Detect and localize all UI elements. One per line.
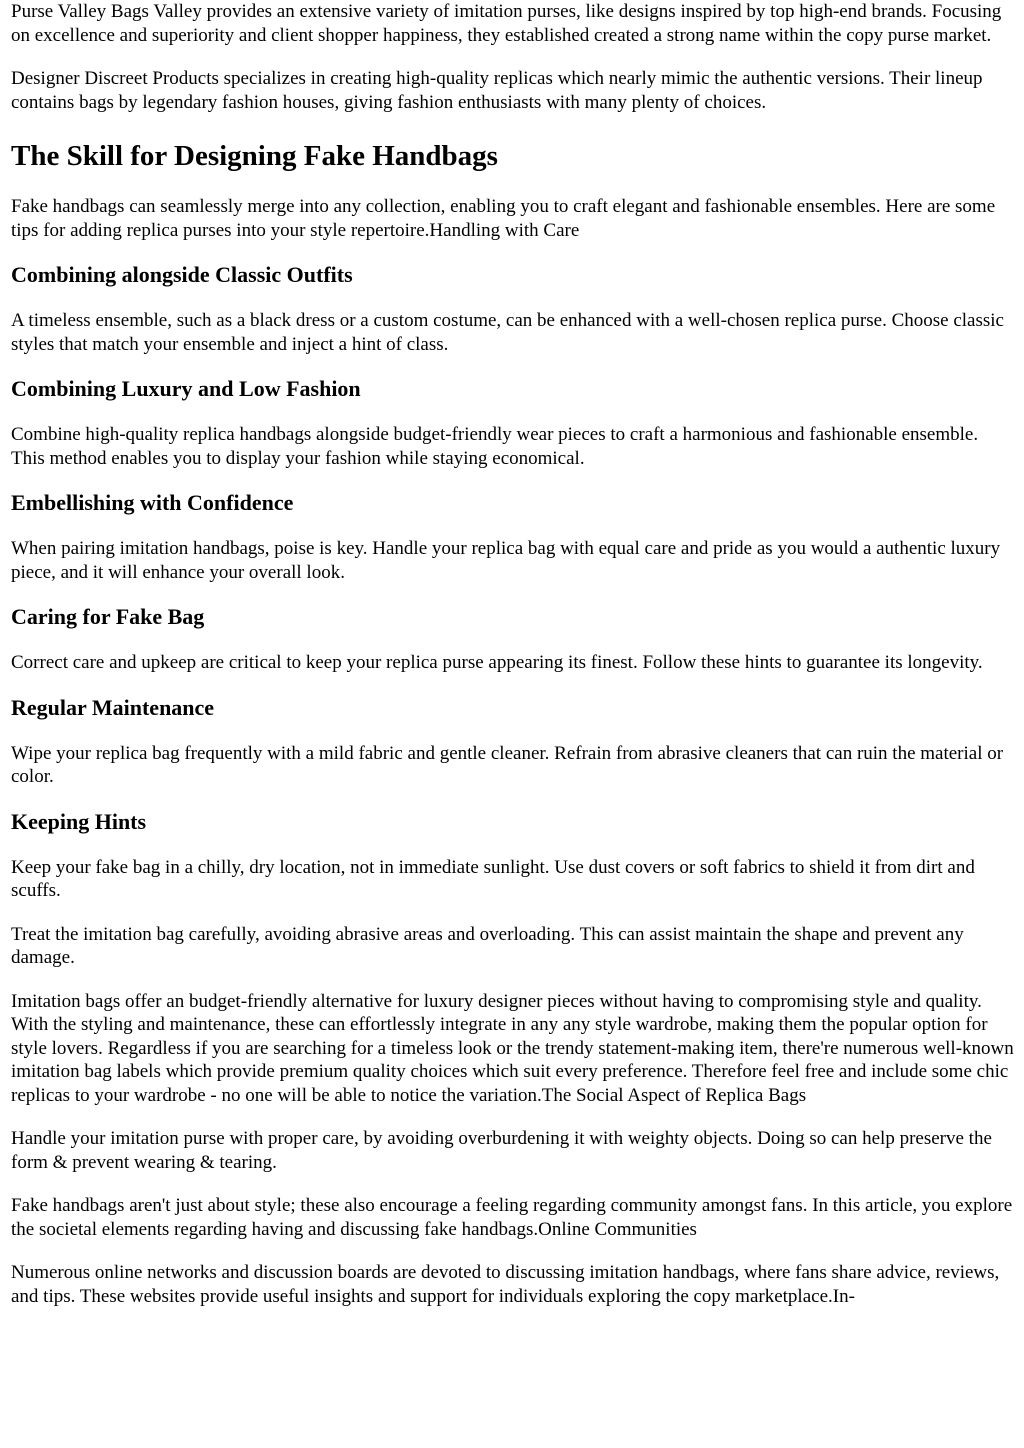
section-paragraph: Combine high-quality replica handbags alongside budget-friendly wear pieces to craft a harmonious and fashionable ensemble. This method enables you to display your fashion while staying economical. — [11, 424, 979, 469]
article-title: The Skill for Designing Fake Handbags — [11, 140, 498, 172]
section-paragraph: Keep your fake bag in a chilly, dry location, not in immediate sunlight. Use dust covers or soft fabrics to shield it from dirt and scuffs. — [11, 856, 975, 901]
section-paragraph: Handle your imitation purse with proper care, by avoiding overburdening it with weighty objects. Doing so can help preserve the form & prevent wearing & tearing. — [11, 1128, 992, 1173]
section-paragraph: Treat the imitation bag carefully, avoiding abrasive areas and overloading. This can assist maintain the shape and prevent any damage. — [11, 923, 964, 968]
section-heading-luxury-low-fashion: Combining Luxury and Low Fashion — [11, 376, 361, 401]
section-heading-confidence: Embellishing with Confidence — [11, 490, 294, 515]
section-heading-classic-outfits: Combining alongside Classic Outfits — [11, 262, 353, 287]
section-paragraph: A timeless ensemble, such as a black dress or a custom costume, can be enhanced with a well-chosen replica purse. Choose classic styles that match your ensemble and inject a hint of class. — [11, 310, 1004, 355]
intro-paragraph-1: Purse Valley Bags Valley provides an extensive variety of imitation purses, like designs inspired by top high-end brands. Focusing on excellence and superiority and client shopper happiness, they established created a strong name within the copy purse market. — [11, 1, 1002, 46]
title-paragraph: Fake handbags can seamlessly merge into any collection, enabling you to craft elegant and fashionable ensembles. Here are some tips for adding replica purses into your style repertoire.Handling with Care — [11, 196, 996, 241]
section-paragraph: When pairing imitation handbags, poise is key. Handle your replica bag with equal care and pride as you would a authentic luxury piece, and it will enhance your overall look. — [11, 538, 1001, 583]
section-heading-keeping-hints: Keeping Hints — [11, 808, 147, 834]
section-paragraph: Imitation bags offer an budget-friendly alternative for luxury designer pieces without having to compromising style and quality. With the styling and maintenance, these can effortlessly integrate in any any style wardrobe, making them the popular option for style lovers. Regardless if you are searching for a timeless look or the trendy statement-making item, there're numerous well-known imitation bag labels which provide premium quality choices which suit every preference. Therefore feel free and include some chic replicas to your wardrobe - no one will be able to notice the variation.The Social Aspect of Replica Bags — [11, 990, 1014, 1106]
section-heading-maintenance: Regular Maintenance — [11, 694, 215, 720]
section-paragraph: Numerous online networks and discussion boards are devoted to discussing imitation handbags, where fans share advice, reviews, and tips. These websites provide useful insights and support for individuals exploring the copy marketplace.In- — [11, 1262, 1000, 1307]
intro-paragraph-2: Designer Discreet Products specializes in creating high-quality replicas which nearly mimic the authentic versions. Their lineup contains bags by legendary fashion houses, giving fashion enthusiasts with many plenty of choices. — [11, 68, 983, 113]
section-paragraph: Wipe your replica bag frequently with a mild fabric and gentle cleaner. Refrain from abrasive cleaners that can ruin the material or color. — [11, 742, 1004, 787]
section-paragraph: Fake handbags aren't just about style; these also encourage a feeling regarding community amongst fans. In this article, you explore the societal elements regarding having and discussing fake handbags.Online Communities — [11, 1195, 1013, 1240]
section-heading-caring: Caring for Fake Bag — [11, 604, 205, 629]
section-paragraph: Correct care and upkeep are critical to keep your replica purse appearing its finest. Follow these hints to guarantee its longevity. — [11, 652, 983, 673]
